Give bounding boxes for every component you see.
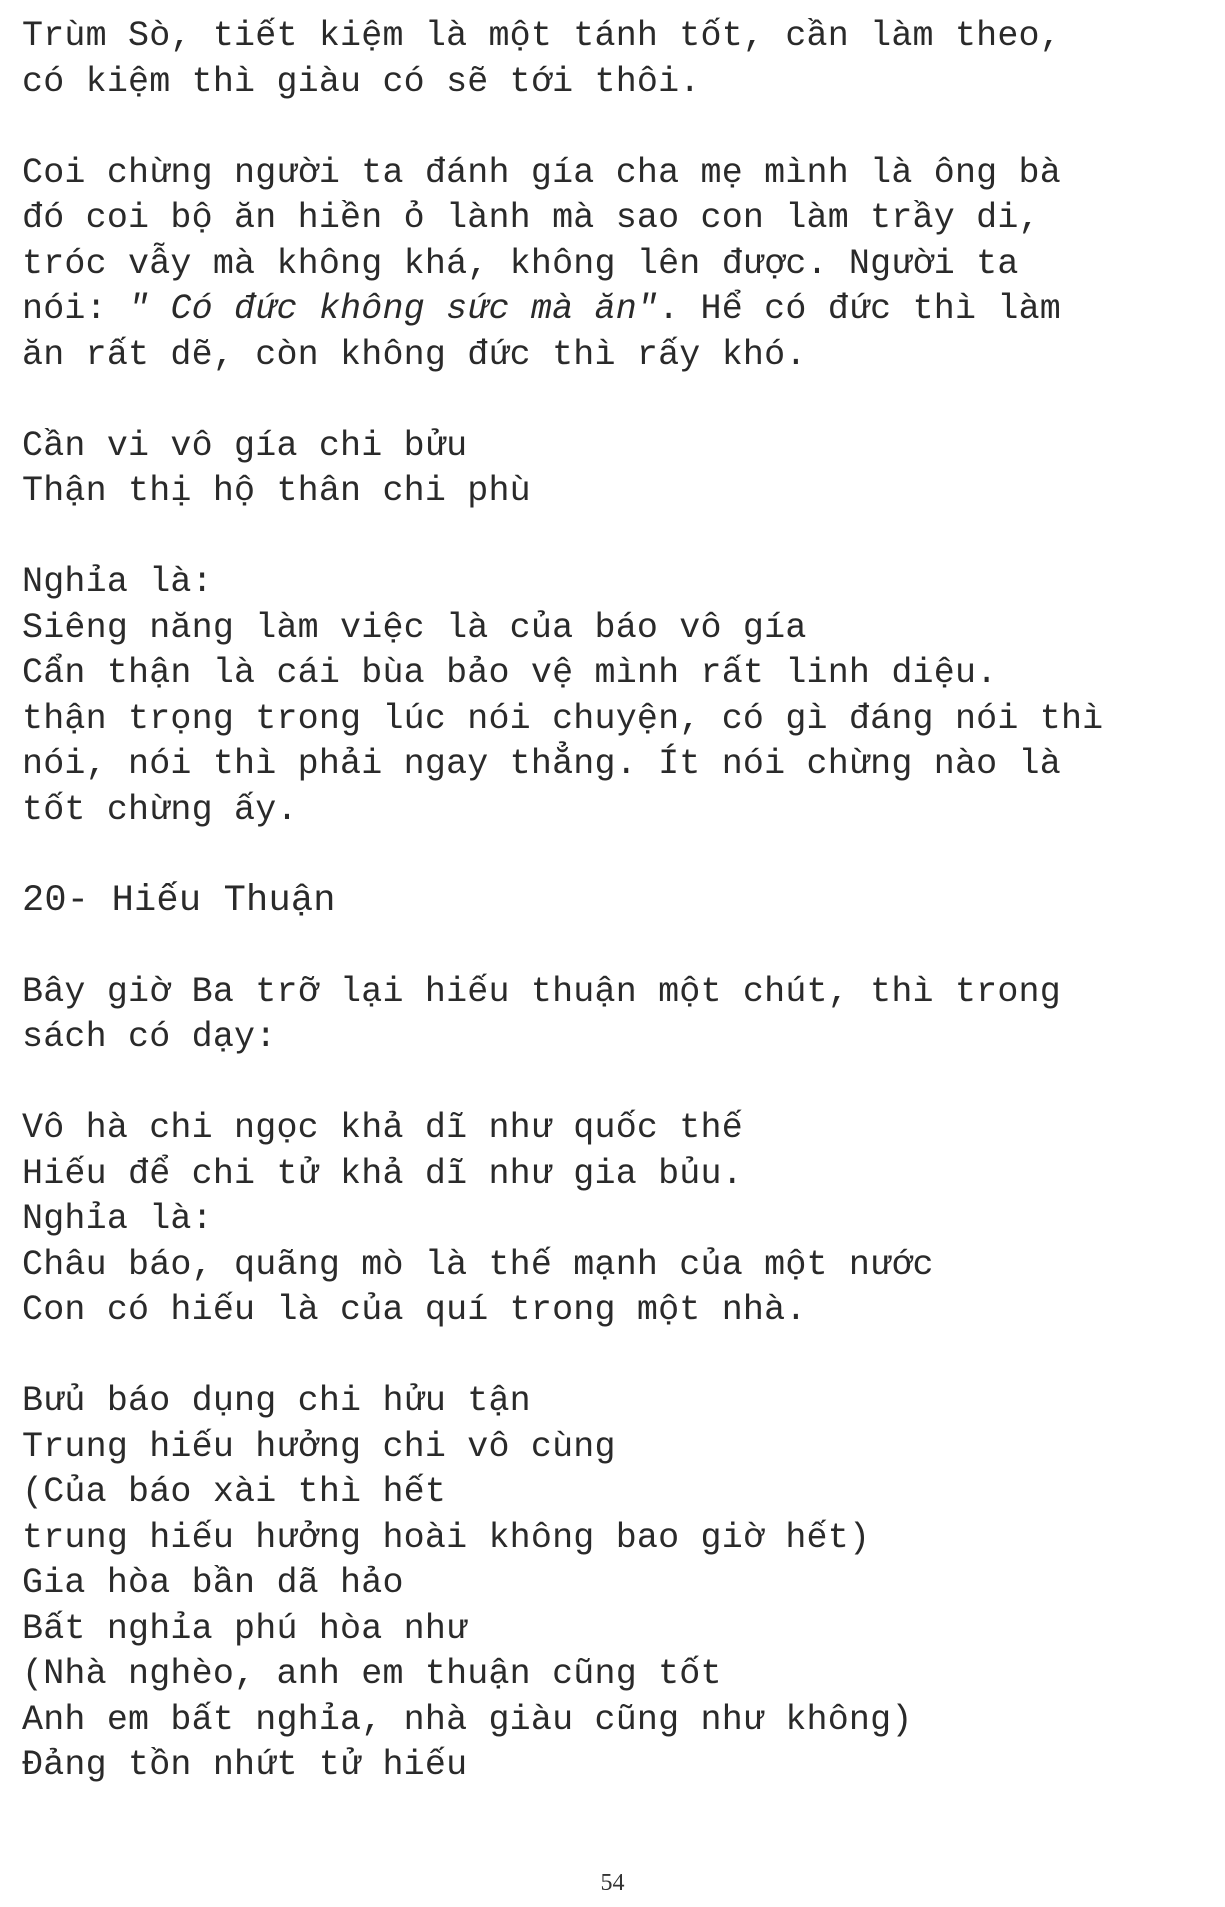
verse-line: Đảng tồn nhứt tử hiếu xyxy=(22,1745,468,1785)
text-line: đó coi bộ ăn hiền ỏ lành mà sao con làm trầy di, xyxy=(22,198,1040,238)
paragraph-gap xyxy=(22,1061,1217,1107)
verse-line: (Nhà nghèo, anh em thuận cũng tốt xyxy=(22,1654,722,1694)
text-line: Siêng năng làm việc là của báo vô gía xyxy=(22,607,807,648)
paragraph-gap xyxy=(22,833,1217,879)
paragraph-virtue xyxy=(22,151,1217,379)
verse-line: trung hiếu hưởng hoài không bao giờ hết) xyxy=(22,1517,871,1558)
paragraph-gap xyxy=(22,1334,1217,1380)
italic-quote: " Có đức không sức mà ăn" xyxy=(128,289,659,329)
text-line: Nghỉa là: xyxy=(22,562,213,602)
verse-line: Gia hòa bần dã hảo xyxy=(22,1563,404,1603)
verse-line: Bưủ báo dụng chi hửu tận xyxy=(22,1381,531,1421)
verse-line: Trung hiếu hưởng chi vô cùng xyxy=(22,1426,616,1467)
section-heading: 20- Hiếu Thuận xyxy=(22,879,336,922)
verse-diligence xyxy=(22,424,1217,515)
text-line: nói, nói thì phải ngay thẳng. Ít nói chừng nào là xyxy=(22,744,1061,784)
text-line: sách có dạy: xyxy=(22,1017,277,1057)
text-line: Trùm Sò, tiết kiệm là một tánh tốt, cần làm theo, xyxy=(22,16,1061,56)
text-line: có kiệm thì giàu có sẽ tới thôi. xyxy=(22,61,701,102)
verse-line: Châu báo, quãng mò là thế mạnh của một nước xyxy=(22,1244,934,1285)
verse-jade xyxy=(22,1106,1217,1334)
verse-treasure xyxy=(22,1379,1217,1789)
text-line: Bây giờ Ba trỡ lại hiếu thuận một chút, thì trong xyxy=(22,971,1061,1012)
verse-line: (Của báo xài thì hết xyxy=(22,1472,447,1512)
page-body xyxy=(22,14,1217,1789)
text-line: tróc vẫy mà không khá, không lên được. Người ta xyxy=(22,243,1019,284)
verse-line: Cần vi vô gía chi bửu xyxy=(22,425,468,466)
text-line-with-quote xyxy=(22,287,1217,333)
text-line: tốt chừng ấy. xyxy=(22,789,298,830)
paragraph-filial-piety xyxy=(22,970,1217,1061)
meaning-diligence xyxy=(22,560,1217,833)
verse-line: Bất nghỉa phú hòa như xyxy=(22,1608,468,1649)
verse-line: Thận thị hộ thân chi phù xyxy=(22,471,531,511)
text-line: ăn rất dẽ, còn không đức thì rấy khó. xyxy=(22,334,807,375)
paragraph-frugality xyxy=(22,14,1217,105)
page-number: 54 xyxy=(600,1870,625,1896)
verse-line: Anh em bất nghỉa, nhà giàu cũng như không) xyxy=(22,1699,913,1740)
text-segment: nói: xyxy=(22,289,129,329)
text-line: Cẩn thận là cái bùa bảo vệ mình rất linh diệu. xyxy=(22,653,998,693)
verse-line: Con có hiếu là của quí trong một nhà. xyxy=(22,1290,807,1330)
paragraph-gap xyxy=(22,378,1217,424)
verse-line: Vô hà chi ngọc khả dĩ như quốc thế xyxy=(22,1108,743,1148)
text-line: Coi chừng người ta đánh gía cha mẹ mình là ông bà xyxy=(22,152,1061,193)
text-line: thận trọng trong lúc nói chuyện, có gì đáng nói thì xyxy=(22,698,1104,739)
paragraph-gap xyxy=(22,924,1217,970)
text-segment: . Hể có đức thì làm xyxy=(658,289,1061,329)
verse-line: Nghỉa là: xyxy=(22,1199,213,1239)
verse-line: Hiếu để chi tử khả dĩ như gia bủu. xyxy=(22,1153,743,1194)
paragraph-gap xyxy=(22,105,1217,151)
paragraph-gap xyxy=(22,515,1217,561)
